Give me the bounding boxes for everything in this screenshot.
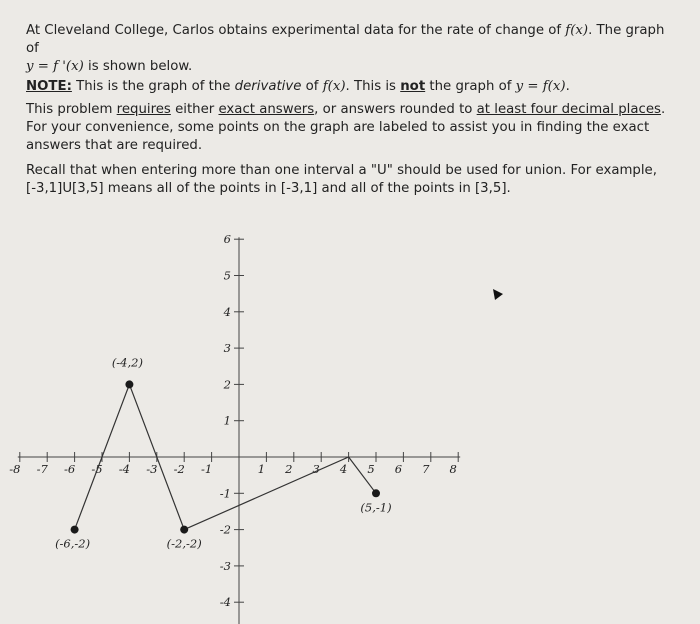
intro-fx: f(x): [565, 23, 589, 38]
point-label: (5,-1): [360, 500, 392, 515]
y-tick-label: 6: [223, 232, 231, 247]
note-text-1: This is the graph of the: [71, 79, 235, 94]
note-yfx: y = f(x): [515, 79, 566, 94]
y-tick-label: -2: [219, 522, 231, 537]
x-tick-label: -6: [63, 462, 76, 476]
data-point: [71, 526, 79, 534]
y-ticks: [220, 232, 244, 609]
req-decimal-places: at least four decimal places: [476, 102, 661, 117]
note-text-5: .: [565, 79, 570, 94]
note-text-4: the graph of: [425, 79, 516, 94]
x-tick-label: 1: [257, 462, 266, 476]
x-tick-label: -2: [173, 462, 185, 476]
note-text-2: of: [301, 79, 323, 94]
req-text-2: either: [170, 102, 219, 117]
y-tick-label: -3: [219, 558, 231, 573]
note-fx: f(x): [322, 79, 346, 94]
x-tick-label: 4: [339, 462, 348, 476]
recall-paragraph: Recall that when entering more than one interval a "U" should be used for union. For example, [-3,1]U[3,5] means all of the points in [-3,1] and all of the points in [3,5].: [26, 163, 657, 196]
note-not: not: [400, 79, 426, 94]
data-point: [125, 380, 133, 388]
mouse-cursor-icon: [493, 289, 503, 300]
x-tick-label: -5: [91, 462, 103, 476]
note-label: NOTE:: [26, 79, 72, 94]
x-tick-label: 6: [394, 462, 403, 476]
req-exact-answers: exact answers: [218, 102, 315, 117]
y-tick-label: 2: [223, 377, 231, 392]
intro-text-2: . The graph of: [26, 23, 665, 56]
intro-text-1: At Cleveland College, Carlos obtains experimental data for the rate of change of: [26, 23, 566, 38]
y-tick-label: 5: [223, 268, 231, 283]
y-tick-label: -1: [219, 486, 231, 501]
intro-yfpx: y = f '(x): [26, 59, 84, 74]
y-tick-label: 4: [223, 304, 231, 319]
x-tick-label: 8: [449, 462, 457, 476]
point-label: (-4,2): [111, 355, 143, 370]
intro-text-3: is shown below.: [83, 59, 193, 74]
y-tick-label: 3: [223, 341, 231, 356]
x-ticks: [9, 452, 458, 476]
x-tick-label: 3: [312, 462, 320, 476]
y-tick-label: 1: [223, 413, 231, 428]
x-tick-label: -3: [146, 462, 158, 476]
note-derivative: derivative: [234, 79, 302, 94]
decor: [493, 289, 503, 300]
req-text-4: . For your convenience, some points on the graph are labeled to assist you in finding the exact answers that are required.: [26, 102, 666, 153]
x-tick-label: 5: [367, 462, 375, 476]
req-text-3: , or answers rounded to: [314, 102, 477, 117]
data-point: [180, 526, 188, 534]
x-tick-label: -8: [9, 462, 21, 476]
req-text-1: This problem: [26, 102, 117, 117]
note-text-3: . This is: [345, 79, 401, 94]
x-tick-label: -1: [200, 462, 213, 476]
data-point: [372, 489, 380, 497]
y-tick-label: -4: [219, 595, 231, 610]
point-label: (-6,-2): [55, 536, 91, 551]
x-tick-label: -7: [36, 462, 48, 476]
req-requires: requires: [116, 102, 171, 117]
x-tick-label: 2: [285, 462, 293, 476]
x-tick-label: -4: [118, 462, 131, 476]
x-tick-label: 7: [422, 462, 430, 476]
point-label: (-2,-2): [166, 536, 202, 551]
